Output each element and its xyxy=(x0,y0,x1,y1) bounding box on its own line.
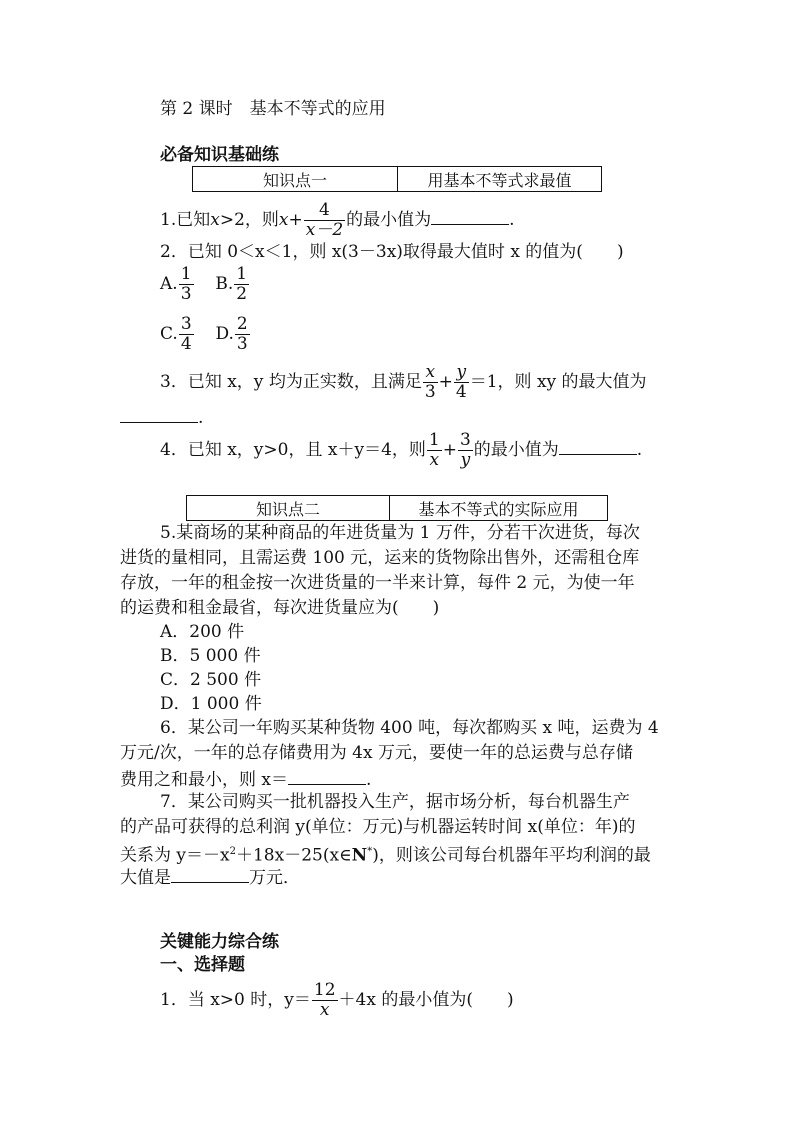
option-a[interactable]: A. $\frac{1}{3}$ xyxy=(160,264,192,304)
option-b[interactable]: B. $\frac{1}{2}$ xyxy=(215,264,248,304)
question-7-line-1: 7．某公司购买一批机器投入生产，据市场分析，每台机器生产 xyxy=(160,792,630,812)
question-2-options-row-2 xyxy=(160,314,251,354)
question-7-line-2: 的产品可获得的总利润 y(单位：万元)与机器运转时间 x(单位：年)的 xyxy=(120,817,636,837)
key-question-1: 1．当 x>0 时，y＝ $\frac{12}{x}$ ＋4x 的最小值为( ) xyxy=(160,980,514,1020)
page-title: 第 2 课时 基本不等式的应用 xyxy=(160,99,386,119)
knowledge-point-1-label: 知识点一 xyxy=(262,170,327,190)
option-d[interactable]: D．1 000 件 xyxy=(160,694,262,714)
option-d[interactable]: D. $\frac{2}{3}$ xyxy=(215,314,248,354)
section-heading-basic: 必备知识基础练 xyxy=(160,145,279,165)
question-1: 1.已知x>2，则x+ $\frac{4}{x-2}$ 的最小值为 . xyxy=(160,200,515,240)
question-6-line-1: 6．某公司一年购买某种货物 400 吨，每次都购买 x 吨，运费为 4 xyxy=(160,718,659,738)
knowledge-point-2-label: 知识点二 xyxy=(255,499,320,519)
question-4: 4．已知 x，y>0，且 x＋y＝4，则 $\frac{1}{x}$ + $\frac{3}{y}$ 的最小值为 . xyxy=(160,430,643,470)
question-5-line-3: 存放，一年的租金按一次进货量的一半来计算，每件 2 元，为使一年 xyxy=(120,573,635,593)
answer-blank[interactable] xyxy=(559,436,637,455)
question-5-line-2: 进货的量相同，且需运费 100 元，运来的货物除出售外，还需租仓库 xyxy=(120,548,640,568)
answer-blank[interactable] xyxy=(288,766,366,785)
question-5-line-1: 5.某商场的某种商品的年进货量为 1 万件，分若干次进货，每次 xyxy=(160,523,640,543)
knowledge-point-2-topic: 基本不等式的实际应用 xyxy=(389,496,607,520)
knowledge-point-1-topic: 用基本不等式求最值 xyxy=(397,167,601,191)
option-c[interactable]: C．2 500 件 xyxy=(160,670,262,690)
option-c[interactable]: C. $\frac{3}{4}$ xyxy=(160,314,192,354)
option-a[interactable]: A．200 件 xyxy=(160,622,245,642)
question-6-line-3: 费用之和最小，则 x＝ . xyxy=(120,766,371,792)
question-7-line-4: 大值是 万元． xyxy=(120,864,300,890)
answer-blank[interactable] xyxy=(171,864,249,883)
knowledge-point-1-box xyxy=(192,166,602,192)
section-subheading-choice: 一、选择题 xyxy=(160,955,245,975)
question-2: 2．已知 0＜x＜1，则 x(3－3x)取得最大值时 x 的值为( ) xyxy=(160,242,624,262)
knowledge-point-2-box xyxy=(186,495,608,521)
question-2-options-row-1 xyxy=(160,264,250,304)
question-6-line-2: 万元/次，一年的总存储费用为 4x 万元，要使一年的总运费与总存储 xyxy=(120,743,633,763)
question-3-answer: . xyxy=(120,404,203,430)
answer-blank[interactable] xyxy=(431,206,509,225)
answer-blank[interactable] xyxy=(120,404,198,423)
option-b[interactable]: B．5 000 件 xyxy=(160,646,261,666)
section-heading-key-ability: 关键能力综合练 xyxy=(160,932,279,952)
question-7-line-3: 关系为 $y=-x^2+18x-25(x\in N^*)$，则该公司每台机器年平均利润的最 xyxy=(120,845,651,866)
question-5-line-4: 的运费和租金最省，每次进货量应为( ) xyxy=(120,598,440,618)
question-3: 3．已知 x，y 均为正实数，且满足 $\frac{x}{3}$ + $\frac{y}{4}$ ＝1，则 xy 的最大值为 xyxy=(160,362,647,402)
